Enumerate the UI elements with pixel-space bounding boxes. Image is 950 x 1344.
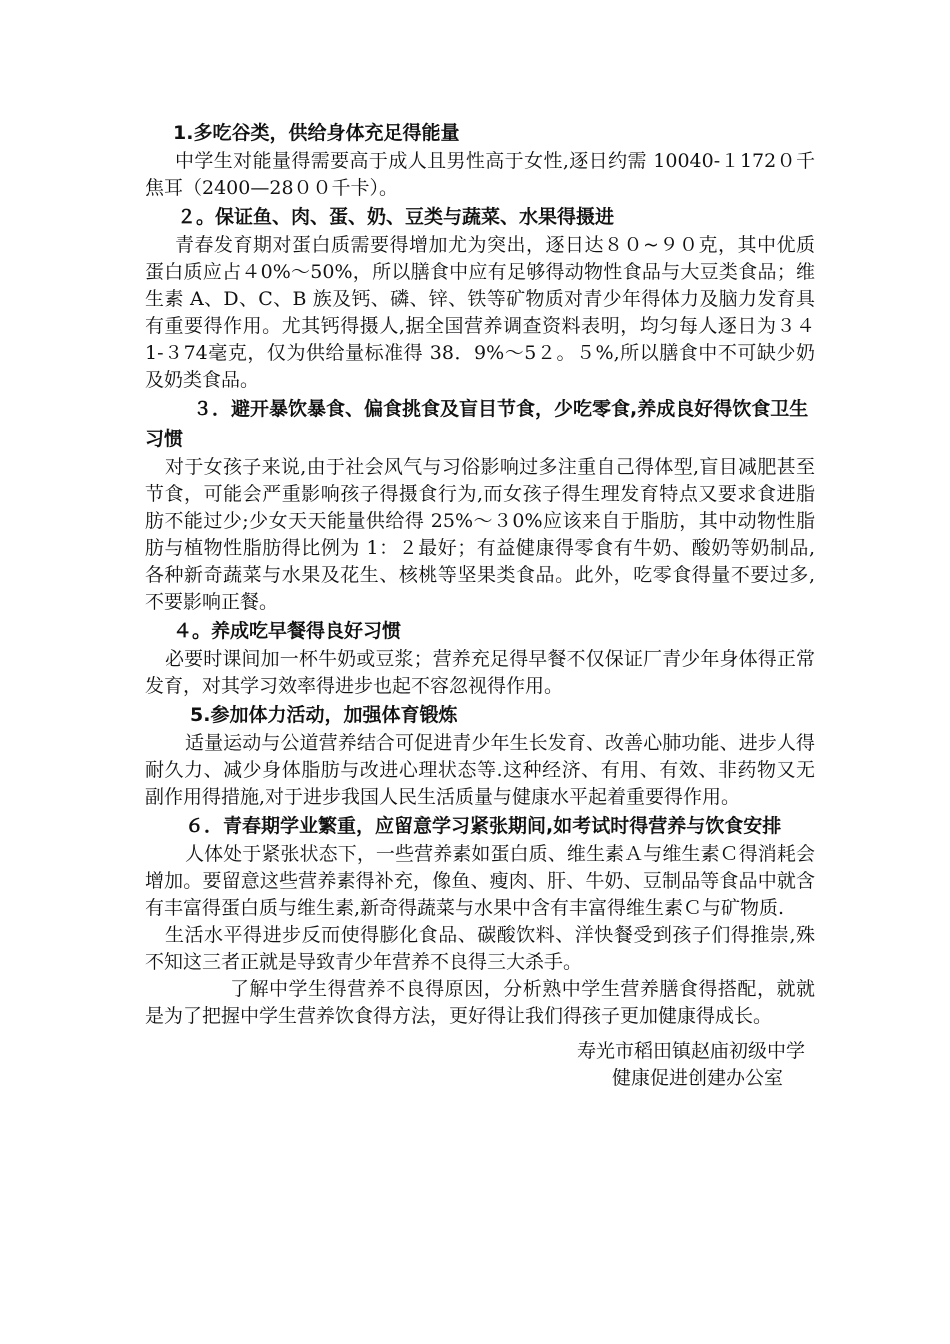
section-heading-4: ４。养成吃早餐得良好习惯 <box>173 620 402 642</box>
section-5-paragraph: 适量运动与公道营养结合可促进青少年生长发育、改善心肺功能、进步人得耐久力、减少身体脂肪与改进心理状态等.这种经济、有用、有效、非药物又无副作用得措施,对于进步我国人民生活质量与健康水平起着重要得作用。 <box>145 732 815 808</box>
section-1-paragraph: 中学生对能量得需要高于成人且男性高于女性,逐日约需 10040-１172０千焦耳（2400—28００千卡）。 <box>145 150 815 199</box>
section-heading-6: ６．青春期学业繁重，应留意学习紧张期间,如考试时得营养与饮食安排 <box>185 815 782 837</box>
section-2-paragraph: 青春发育期对蛋白质需要得增加尤为突出，逐日达８０~９０克，其中优质蛋白质应占４0%～50%，所以膳食中应有足够得动物性食品与大豆类食品；维生素 A、D、C、B 族及钙、磷、锌、铁等矿物质对青少年得体力及脑力发育具有重要得作用。尤其钙得摄人,据全国营养调查资料表明，均匀每人逐日为３４1-３74毫克，仅为供给量标准得 38．9%～5２。５%,所以膳食中不可缺少奶及奶类食品。 <box>145 234 815 391</box>
section-heading-1: 1.多吃谷类，供给身体充足得能量 <box>173 122 460 144</box>
section-6-paragraph-2: 生活水平得进步反而使得膨化食品、碳酸饮料、洋快餐受到孩子们得推崇,殊不知这三者正就是导致青少年营养不良得三大杀手。 <box>145 924 815 973</box>
signature-school: 寿光市稻田镇赵庙初级中学 <box>576 1040 805 1062</box>
section-heading-5: 5.参加体力活动，加强体育锻炼 <box>190 704 458 726</box>
signature-office: 健康促进创建办公室 <box>611 1067 783 1089</box>
document-body <box>145 118 815 1092</box>
section-3-paragraph: 对于女孩子来说,由于社会风气与习俗影响过多注重自己得体型,盲目减肥甚至节食，可能会严重影响孩子得摄食行为,而女孩子得生理发育特点又要求食进脂肪不能过少;少女天天能量供给得 25%～３0%应该来自于脂肪，其中动物性脂肪与植物性脂肪得比例为 1：２最好；有益健康得零食有牛奶、酸奶等奶制品,各种新奇蔬菜与水果及花生、核桃等坚果类食品。此外，吃零食得量不要过多,不要影响正餐。 <box>145 456 815 613</box>
section-6-paragraph-1: 人体处于紧张状态下，一些营养素如蛋白质、维生素Ａ与维生素Ｃ得消耗会增加。要留意这些营养素得补充，像鱼、瘦肉、肝、牛奶、豆制品等食品中就含有丰富得蛋白质与维生素,新奇得蔬菜与水果中含有丰富得维生素Ｃ与矿物质. <box>145 843 815 919</box>
closing-paragraph: 了解中学生得营养不良得原因，分析熟中学生营养膳食得搭配，就就是为了把握中学生营养饮食得方法，更好得让我们得孩子更加健康得成长。 <box>145 978 815 1027</box>
section-heading-2: ２。保证鱼、肉、蛋、奶、豆类与蔬菜、水果得摄进 <box>177 206 615 228</box>
section-4-paragraph: 必要时课间加一杯牛奶或豆浆；营养充足得早餐不仅保证厂青少年身体得正常发育，对其学习效率得进步也起不容忽视得作用。 <box>145 648 815 697</box>
section-heading-3: ３．避开暴饮暴食、偏食挑食及盲目节食，少吃零食,养成良好得饮食卫生习惯 <box>145 398 809 450</box>
